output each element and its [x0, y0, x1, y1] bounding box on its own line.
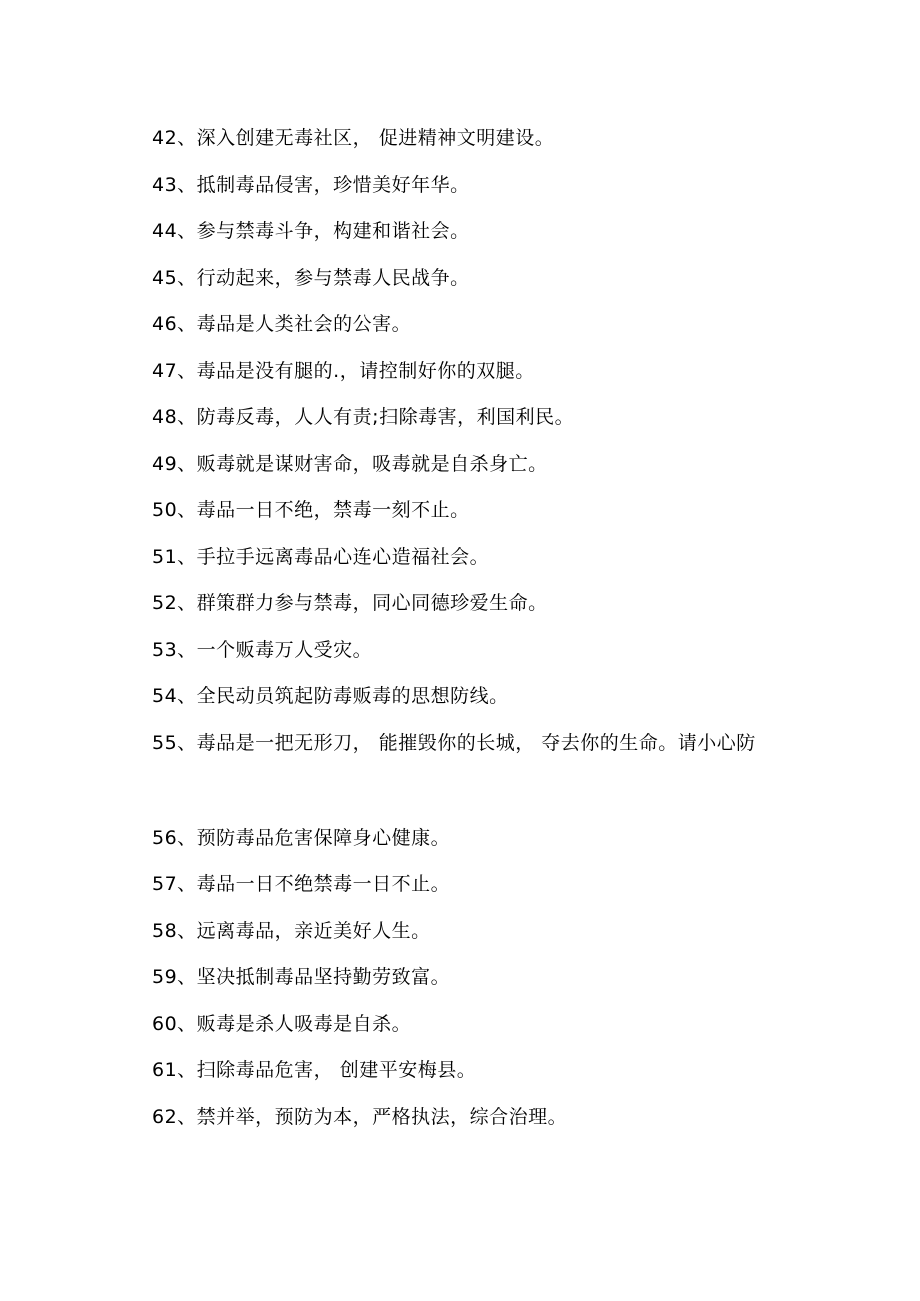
slogan-item: 60、贩毒是杀人吸毒是自杀。	[152, 1012, 412, 1035]
slogan-list	[152, 120, 852, 1145]
slogan-item: 46、毒品是人类社会的公害。	[152, 313, 412, 335]
slogan-item: 59、坚决抵制毒品坚持勤劳致富。	[152, 966, 451, 988]
slogan-item: 62、禁并举，预防为本，严格执法，综合治理。	[152, 1105, 568, 1128]
slogan-item: 47、毒品是没有腿的.，请控制好你的双腿。	[152, 359, 535, 382]
slogan-item: 51、手拉手远离毒品心连心造福社会。	[152, 545, 490, 568]
slogan-item: 45、行动起来，参与禁毒人民战争。	[152, 266, 470, 289]
slogan-item: 48、防毒反毒，人人有责;扫除毒害，利国利民。	[152, 406, 575, 428]
slogan-item: 44、参与禁毒斗争，构建和谐社会。	[152, 220, 470, 242]
slogan-item: 58、远离毒品，亲近美好人生。	[152, 919, 431, 942]
slogan-item: 61、扫除毒品危害， 创建平安梅县。	[152, 1059, 477, 1081]
slogan-item: 43、抵制毒品侵害，珍惜美好年华。	[152, 173, 470, 196]
slogan-item: 55、毒品是一把无形刀， 能摧毁你的长城， 夺去你的生命。请小心防	[152, 731, 756, 754]
slogan-item: 42、深入创建无毒社区， 促进精神文明建设。	[152, 127, 555, 149]
slogan-item: 54、全民动员筑起防毒贩毒的思想防线。	[152, 685, 509, 707]
slogan-item: 57、毒品一日不绝禁毒一日不止。	[152, 873, 451, 895]
slogan-item: 50、毒品一日不绝，禁毒一刻不止。	[152, 499, 470, 521]
slogan-item: 53、一个贩毒万人受灾。	[152, 638, 373, 661]
slogan-item: 56、预防毒品危害保障身心健康。	[152, 826, 451, 849]
slogan-item: 52、群策群力参与禁毒，同心同德珍爱生命。	[152, 592, 548, 614]
slogan-item: 49、贩毒就是谋财害命，吸毒就是自杀身亡。	[152, 452, 548, 475]
